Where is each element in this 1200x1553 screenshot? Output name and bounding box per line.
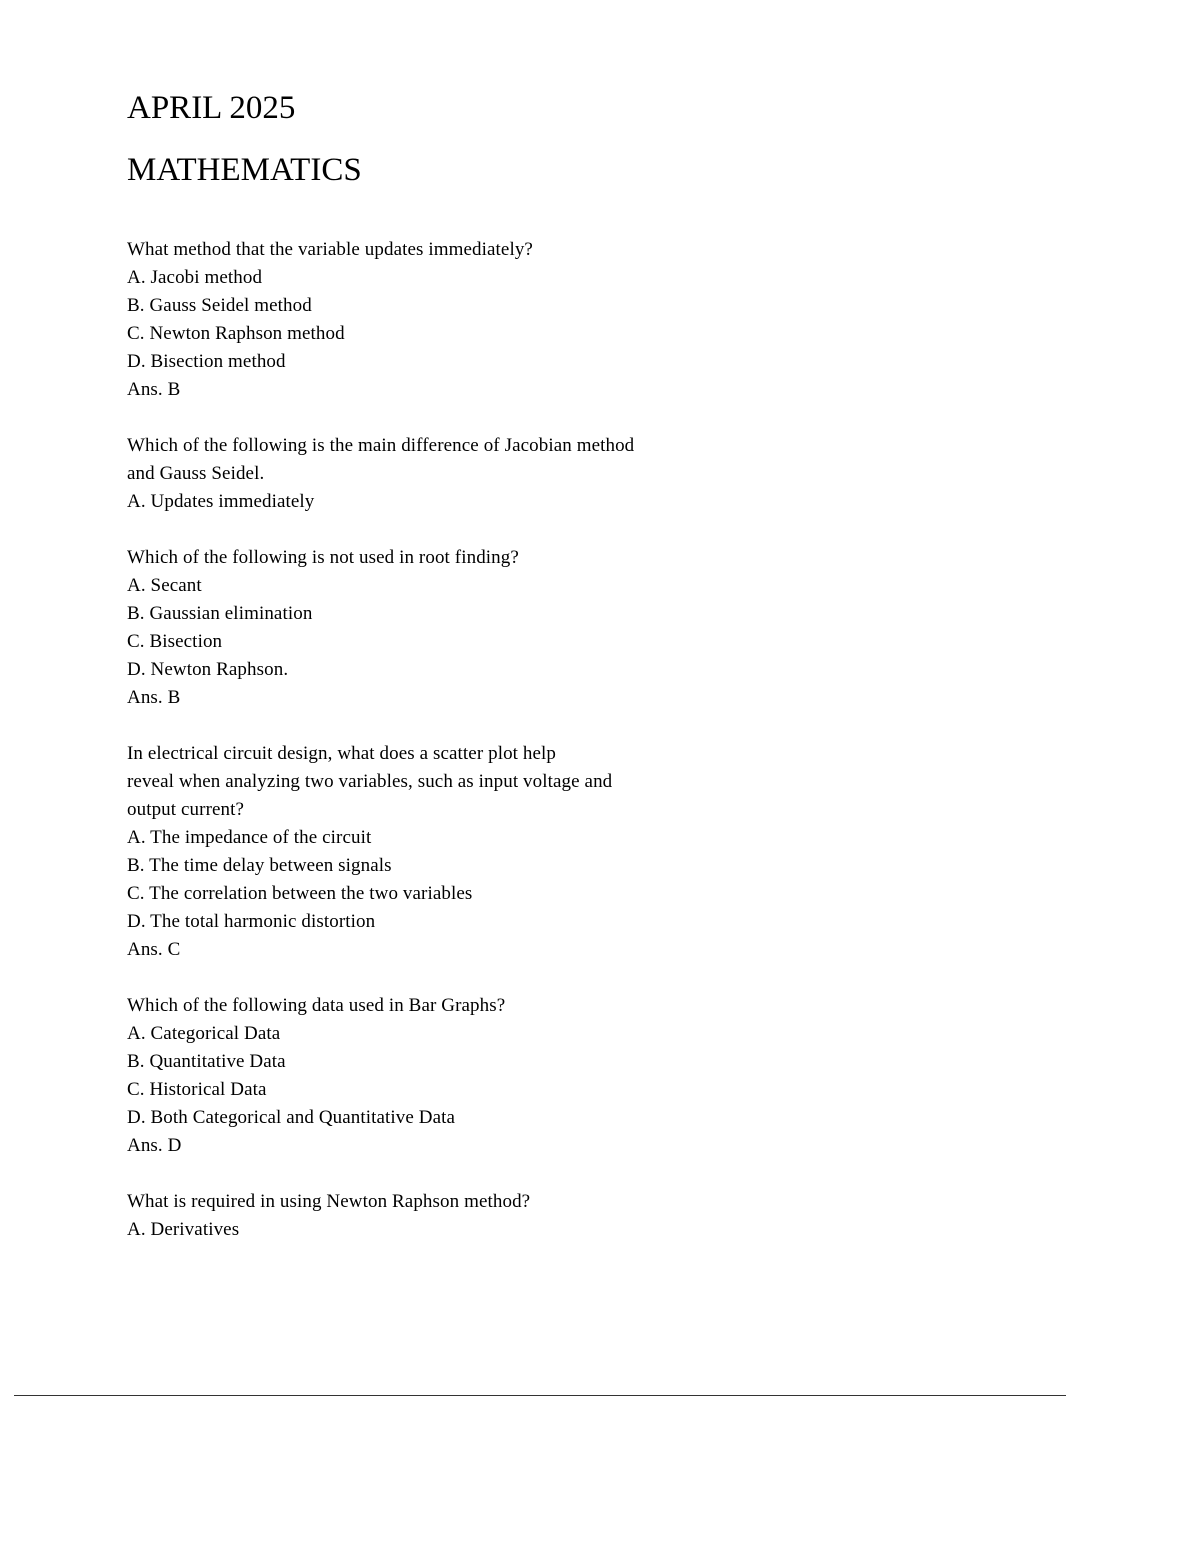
answer-option: C. Bisection [127,631,223,652]
answer-option: B. Gauss Seidel method [127,295,312,316]
answer-option: B. Gaussian elimination [127,603,313,624]
answer-option: D. Newton Raphson. [127,659,289,680]
question-text: What is required in using Newton Raphson method? [127,1191,531,1212]
question-block [127,740,767,964]
question-text: Which of the following is the main difference of Jacobian method [127,435,635,456]
answer-option: A. The impedance of the circuit [127,827,372,848]
footer-divider [14,1395,1066,1396]
question-text: and Gauss Seidel. [127,463,265,484]
question-text: Which of the following is not used in root finding? [127,547,519,568]
answer-key: Ans. D [127,1135,182,1156]
question-text: output current? [127,799,245,820]
question-block [127,432,767,516]
answer-option: A. Secant [127,575,202,596]
answer-key: Ans. B [127,379,181,400]
question-block [127,236,767,404]
subject-heading: MATHEMATICS [127,152,362,188]
answer-option: A. Categorical Data [127,1023,281,1044]
answer-option: D. The total harmonic distortion [127,911,376,932]
answer-option: B. The time delay between signals [127,855,392,876]
answer-option: A. Jacobi method [127,267,263,288]
question-text: What method that the variable updates immediately? [127,239,533,260]
question-text: In electrical circuit design, what does a scatter plot help [127,743,557,764]
answer-option: A. Derivatives [127,1219,240,1240]
answer-option: D. Bisection method [127,351,286,372]
answer-option: C. Newton Raphson method [127,323,345,344]
exam-date-heading: APRIL 2025 [127,90,296,126]
question-text: reveal when analyzing two variables, such as input voltage and [127,771,613,792]
answer-option: D. Both Categorical and Quantitative Data [127,1107,456,1128]
document-content [127,88,767,1272]
answer-key: Ans. C [127,939,181,960]
question-block [127,544,767,712]
answer-key: Ans. B [127,687,181,708]
question-block [127,992,767,1160]
question-list [127,236,767,1244]
question-text: Which of the following data used in Bar Graphs? [127,995,506,1016]
answer-option: A. Updates immediately [127,491,315,512]
question-block [127,1188,767,1244]
answer-option: C. The correlation between the two variables [127,883,473,904]
answer-option: B. Quantitative Data [127,1051,286,1072]
answer-option: C. Historical Data [127,1079,267,1100]
